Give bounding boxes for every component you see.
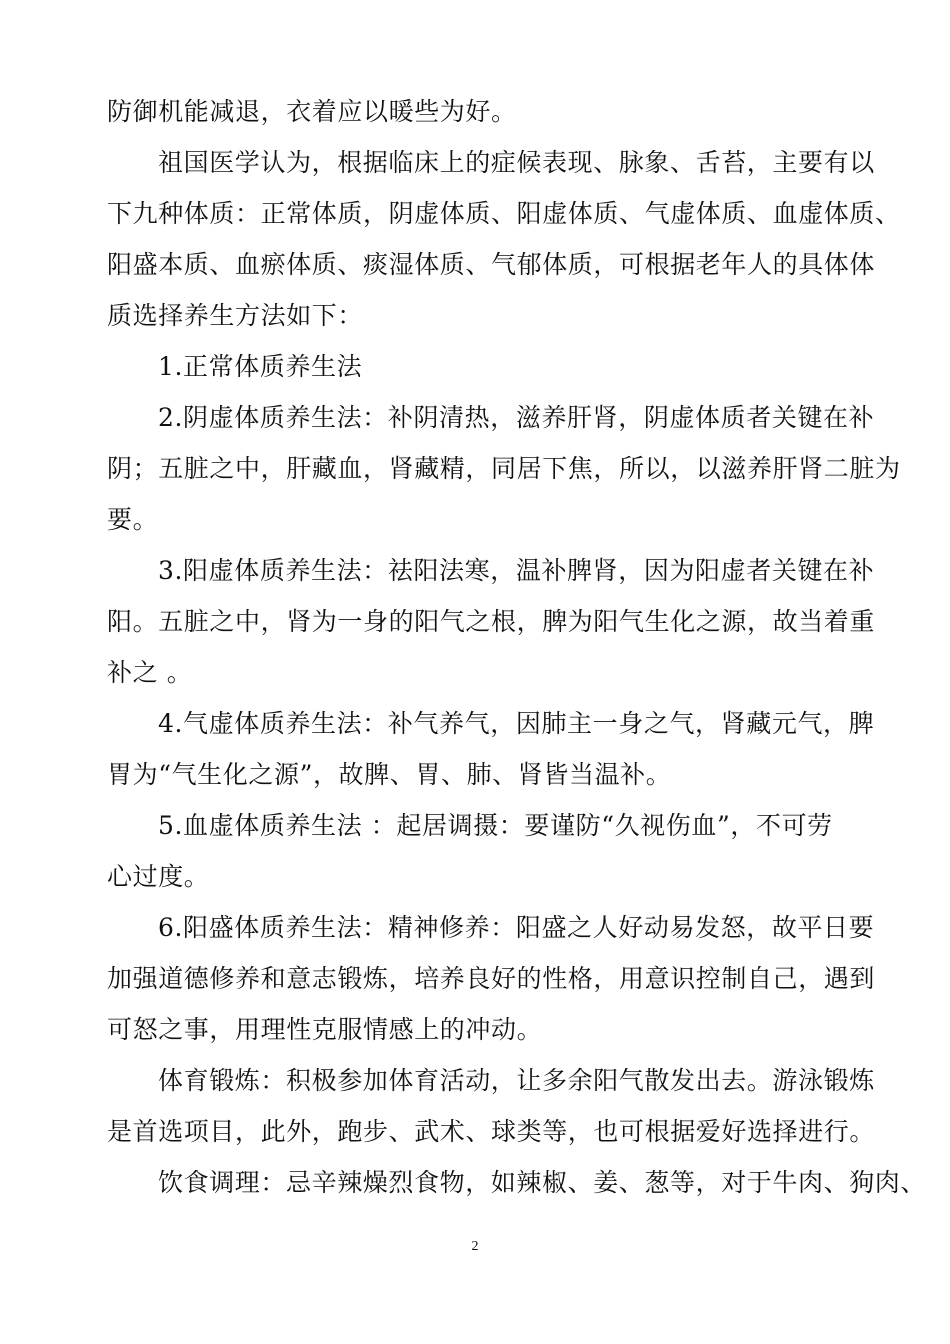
list-item-heading: 1.正常体质养生法	[158, 352, 363, 381]
list-item-heading: 3.阳虚体质养生法：祛阳法寒，温补脾肾，因为阳虚者关键在补	[158, 556, 875, 585]
list-item-heading: 6.阳盛体质养生法：精神修养：阳盛之人好动易发怒，故平日要	[158, 913, 875, 942]
paragraph-first-line: 饮食调理：忌辛辣燥烈食物，如辣椒、姜、葱等，对于牛肉、狗肉、	[158, 1168, 927, 1197]
text-line: 是首选项目，此外，跑步、武术、球类等，也可根据爱好选择进行。	[107, 1117, 876, 1146]
text-line: 补之 。	[107, 658, 193, 687]
text-line: 下九种体质：正常体质，阴虚体质、阳虚体质、气虚体质、血虚体质、	[107, 199, 901, 228]
text-line: 阳盛本质、血瘀体质、痰湿体质、气郁体质，可根据老年人的具体体	[107, 250, 876, 279]
text-line: 阳。五脏之中，肾为一身的阳气之根，脾为阳气生化之源，故当着重	[107, 607, 876, 636]
text-line: 胃为“气生化之源”，故脾、胃、肺、肾皆当温补。	[107, 760, 672, 789]
paragraph-first-line: 祖国医学认为，根据临床上的症候表现、脉象、舌苔，主要有以	[158, 148, 875, 177]
text-line: 加强道德修养和意志锻炼，培养良好的性格，用意识控制自己，遇到	[107, 964, 876, 993]
page-number: 2	[471, 1239, 479, 1254]
list-item-heading: 2.阴虚体质养生法：补阴清热，滋养肝肾，阴虚体质者关键在补	[158, 403, 875, 432]
text-line: 防御机能减退，衣着应以暖些为好。	[107, 97, 517, 126]
list-item-heading: 5.血虚体质养生法 ：起居调摄：要谨防“久视伤血”，不可劳	[158, 811, 833, 840]
paragraph-first-line: 体育锻炼：积极参加体育活动，让多余阳气散发出去。游泳锻炼	[158, 1066, 875, 1095]
text-line: 要。	[107, 505, 159, 534]
list-item-heading: 4.气虚体质养生法：补气养气，因肺主一身之气，肾藏元气，脾	[158, 709, 875, 738]
text-line: 可怒之事，用理性克服情感上的冲动。	[107, 1015, 543, 1044]
text-line: 心过度。	[107, 862, 210, 891]
text-line: 阴；五脏之中，肝藏血，肾藏精，同居下焦，所以，以滋养肝肾二脏为	[107, 454, 901, 483]
text-line: 质选择养生方法如下：	[107, 301, 364, 330]
